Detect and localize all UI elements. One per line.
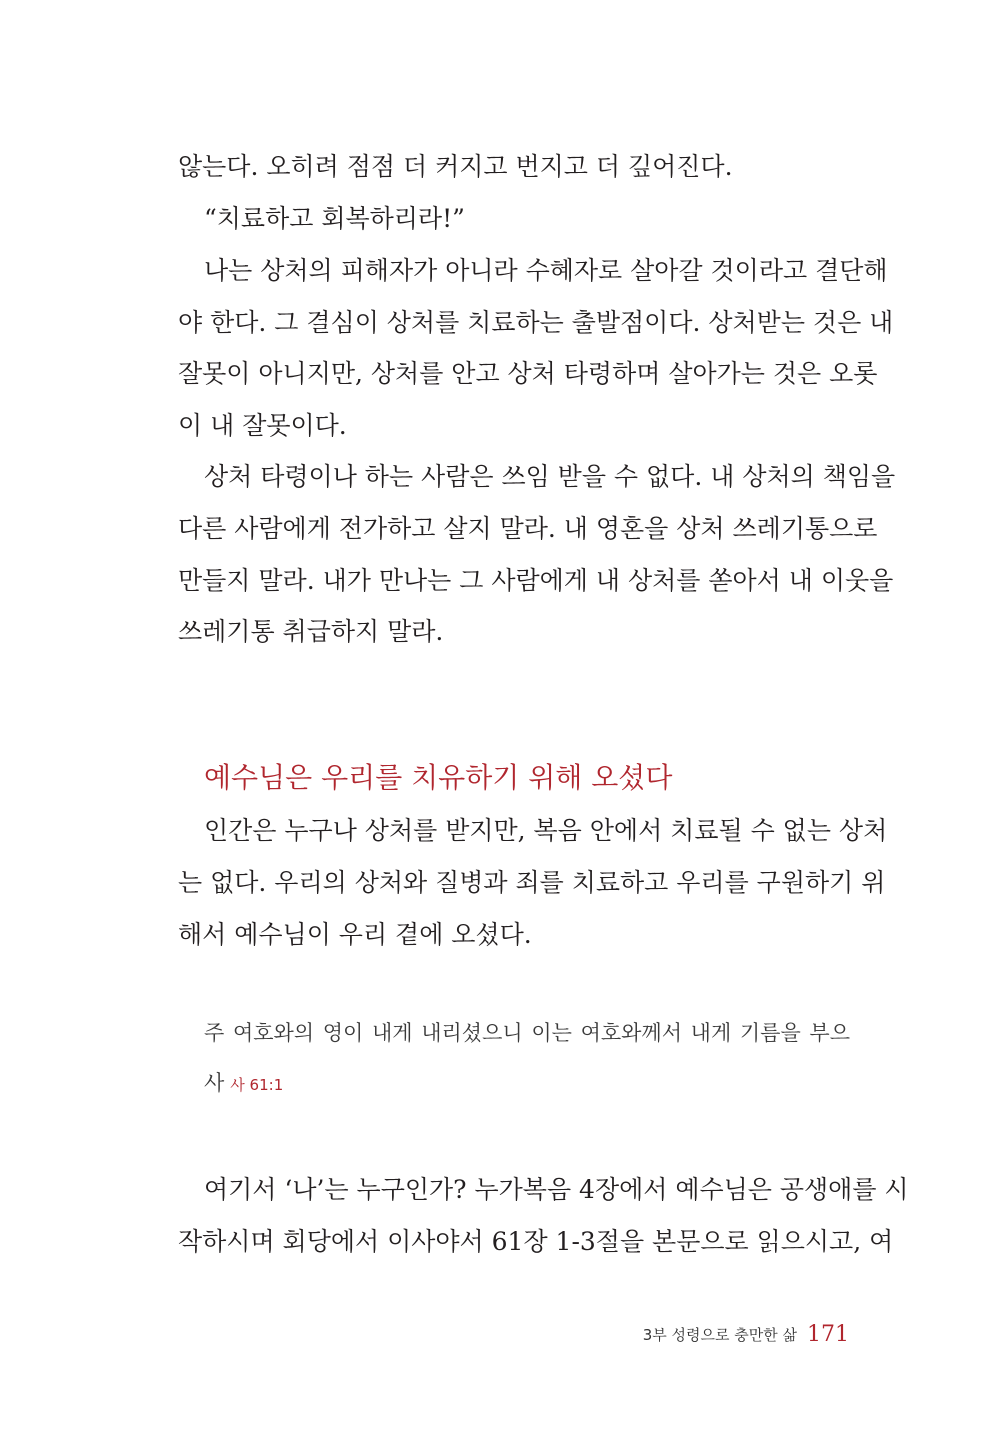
scripture-quote-line: 주 여호와의 영이 내게 내리셨으니 이는 여호와께서 내게 기름을 부으 xyxy=(204,1021,850,1045)
body-text-line: 야 한다. 그 결심이 상처를 치료하는 출발점이다. 상처받는 것은 내 xyxy=(178,308,894,337)
body-text-line: 작하시며 회당에서 이사야서 61장 1-3절을 본문으로 읽으시고, 여 xyxy=(178,1227,894,1256)
body-text-line: 잘못이 아니지만, 상처를 안고 상처 타령하며 살아가는 것은 오롯 xyxy=(178,359,878,388)
body-text-line: 만들지 말라. 내가 만나는 그 사람에게 내 상처를 쏟아서 내 이웃을 xyxy=(178,566,894,595)
scripture-quote-line xyxy=(204,1068,850,1100)
body-text-line: 인간은 누구나 상처를 받지만, 복음 안에서 치료될 수 없는 상처 xyxy=(204,816,888,845)
body-text-line: 이 내 잘못이다. xyxy=(178,411,347,440)
body-text-line: 는 없다. 우리의 상처와 질병과 죄를 치료하고 우리를 구원하기 위 xyxy=(178,868,886,897)
body-text-line: 해서 예수님이 우리 곁에 오셨다. xyxy=(178,920,532,949)
scripture-quote-text: 사 xyxy=(204,1071,225,1095)
body-text-line: 나는 상처의 피해자가 아니라 수혜자로 살아갈 것이라고 결단해 xyxy=(204,256,888,285)
body-text-line: 쓰레기통 취급하지 말라. xyxy=(178,617,444,646)
body-text-line: 않는다. 오히려 점점 더 커지고 번지고 더 깊어진다. xyxy=(178,152,733,181)
page-footer xyxy=(643,1322,849,1347)
section-heading: 예수님은 우리를 치유하기 위해 오셨다 xyxy=(204,761,673,794)
body-text-line: “치료하고 회복하리라!” xyxy=(204,204,465,233)
page-number: 171 xyxy=(807,1322,849,1347)
body-text-line: 상처 타령이나 하는 사람은 쓰임 받을 수 없다. 내 상처의 책임을 xyxy=(204,462,896,491)
scripture-reference: 사 61:1 xyxy=(230,1076,284,1094)
body-text-line: 여기서 ‘나’는 누구인가? 누가복음 4장에서 예수님은 공생애를 시 xyxy=(204,1175,909,1204)
body-text-line: 다른 사람에게 전가하고 살지 말라. 내 영혼을 상처 쓰레기통으로 xyxy=(178,514,878,543)
running-footer-title: 3부 성령으로 충만한 삶 xyxy=(642,1326,797,1344)
